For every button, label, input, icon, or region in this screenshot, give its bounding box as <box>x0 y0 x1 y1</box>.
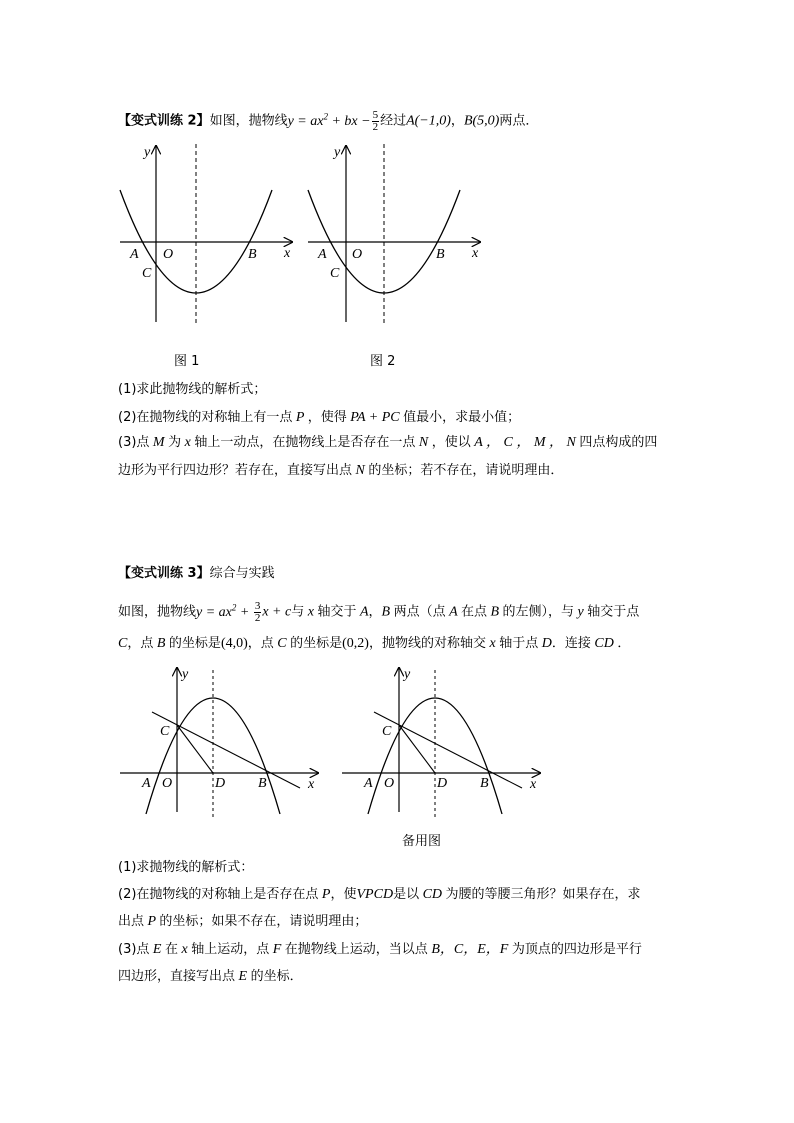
label-B: B <box>436 247 445 262</box>
line-through-B-C <box>374 712 522 788</box>
label-O: O <box>352 247 363 262</box>
problem2-label: 【变式训练 2】 <box>118 113 210 129</box>
label-A: A <box>130 247 139 262</box>
figure-2 <box>298 140 488 330</box>
label-C: C <box>382 724 392 739</box>
problem3-heading: 【变式训练 3】综合与实践 <box>118 566 275 581</box>
label-y: y <box>334 145 341 160</box>
label-y: y <box>404 667 411 682</box>
label-C: C <box>160 724 170 739</box>
label-y: y <box>182 667 189 682</box>
problem2-q3-line2: 边形为平行四边形？若存在，直接写出点 N 的坐标；若不存在，请说明理由． <box>118 463 564 478</box>
problem2-stem: 【变式训练 2】如图，抛物线$y = ax^2$ + bx − $\frac{5}{2}$ 经过A(−1,0)，B(5,0)两点． <box>118 108 539 133</box>
figure-2-caption: 图 2 <box>370 354 396 369</box>
figure-3-main <box>116 662 326 822</box>
label-B: B <box>480 776 489 791</box>
segment-CD <box>177 725 213 773</box>
label-x: x <box>472 246 479 261</box>
problem3-q2-line1: (2)在抛物线的对称轴上是否存在点 P，使VPCD是以 CD 为腰的等腰三角形？如果存在，求 <box>118 887 641 902</box>
label-x: x <box>530 777 537 792</box>
label-x: x <box>308 777 315 792</box>
backup-figure-caption: 备用图 <box>402 834 442 849</box>
line-through-B-C <box>152 712 300 788</box>
problem2-q3-line1: (3)点 M 为 x 轴上一动点，在抛物线上是否存在一点 N ，使以 A ， C ， M ， N 四点构成的四 <box>118 435 658 450</box>
fraction-3-2: $\frac{3}{2}$ <box>254 599 261 624</box>
label-D: D <box>215 776 226 791</box>
figure-3-backup <box>338 662 548 822</box>
problem3-stem-line2: C，点 B 的坐标是(4,0)，点 C 的坐标是(0,2)，抛物线的对称轴交 x 轴于点 D．连接 CD ． <box>118 636 631 651</box>
label-C: C <box>142 266 152 281</box>
problem3-stem-line1: 如图，抛物线$y = ax^2$ + $\frac{3}{2}$ x + c与 x 轴交于 A，B 两点（点 A 在点 B 的左侧），与 y 轴交于点 <box>118 599 640 624</box>
label-O: O <box>163 247 174 262</box>
label-A: A <box>364 776 373 791</box>
problem3-q2-line2: 出点 P 的坐标；如果不存在，请说明理由； <box>118 914 368 929</box>
label-O: O <box>384 776 395 791</box>
label-y: y <box>144 145 151 160</box>
problem3-q1: (1)求抛物线的解析式： <box>118 860 254 875</box>
problem3-label: 【变式训练 3】 <box>118 566 210 581</box>
label-B: B <box>248 247 257 262</box>
label-A: A <box>318 247 327 262</box>
label-B: B <box>258 776 267 791</box>
problem3-q3-line1: (3)点 E 在 x 轴上运动，点 F 在抛物线上运动，当以点 B，C，E，F 为顶点的四边形是平行 <box>118 942 642 957</box>
problem3-q3-line2: 四边形，直接写出点 E 的坐标． <box>118 969 303 984</box>
figure-1 <box>110 140 300 330</box>
label-C: C <box>330 266 340 281</box>
label-x: x <box>284 246 291 261</box>
figure-1-caption: 图 1 <box>174 354 200 369</box>
segment-CD <box>399 725 435 773</box>
fraction-5-2: $\frac{5}{2}$ <box>372 108 379 133</box>
label-A: A <box>142 776 151 791</box>
parabola-equation: $y = ax^2$ + bx − <box>287 111 371 129</box>
problem2-q2: (2)在抛物线的对称轴上有一点 P ，使得 PA + PC 值最小，求最小值； <box>118 410 521 425</box>
problem2-q1: (1)求此抛物线的解析式； <box>118 382 267 397</box>
label-D: D <box>437 776 448 791</box>
label-O: O <box>162 776 173 791</box>
